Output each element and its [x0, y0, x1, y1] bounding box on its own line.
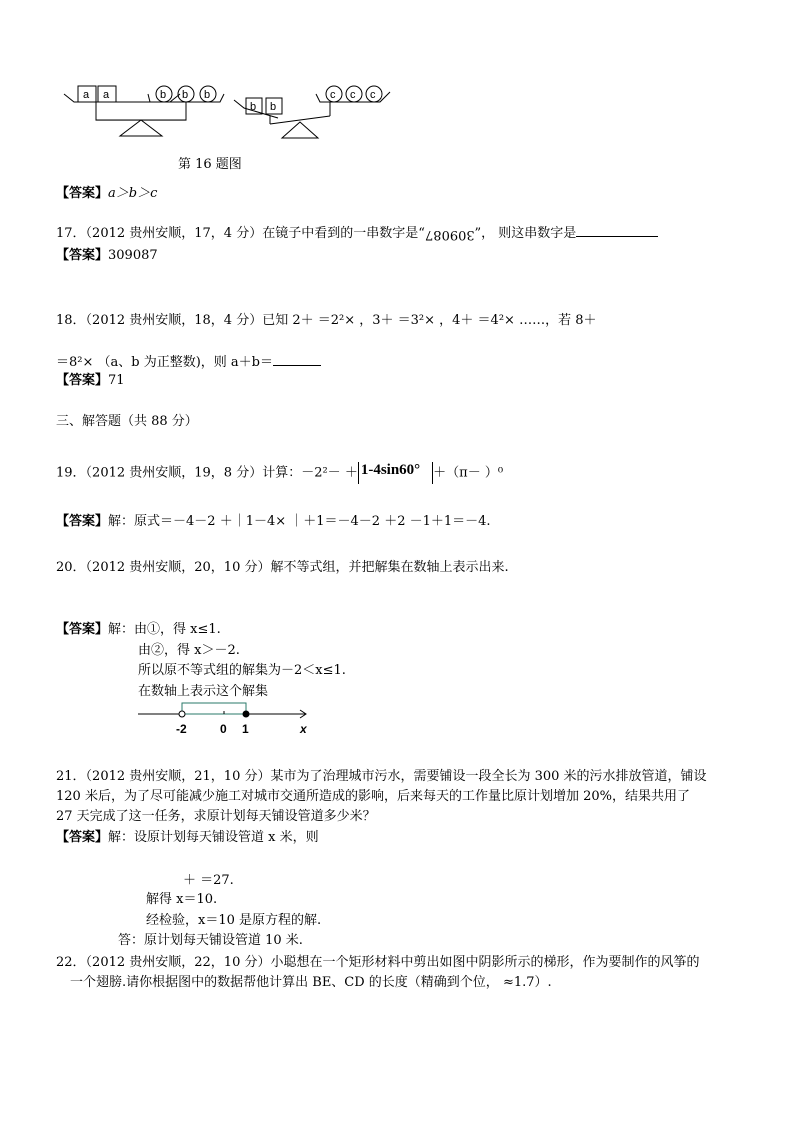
- answer-tag: 【答案】: [56, 622, 109, 637]
- q17-text: 17．（2012 贵州安顺，17，4 分）在镜子中看到的一串数字是: [56, 226, 419, 241]
- q20-answer-line1: 解：由①，得 x≤1.: [108, 622, 221, 637]
- circle-c-2-label: c: [350, 89, 356, 101]
- label-0: 0: [220, 722, 227, 736]
- q17-mirrored: 309087: [424, 227, 475, 242]
- label-x: x: [300, 722, 307, 736]
- q16-answer: [56, 186, 157, 202]
- q16-answer-value: a＞b＞c: [108, 186, 158, 201]
- q19-text2: ＋（π－ ）⁰: [433, 465, 504, 481]
- q17-answer: [56, 248, 158, 264]
- q21-answer: [56, 830, 319, 846]
- q20-question: 20．（2012 贵州安顺，20，10 分）解不等式组，并把解集在数轴上表示出来.: [56, 560, 509, 575]
- box-b-1-label: b: [250, 101, 257, 113]
- answer-tag: 【答案】: [56, 373, 109, 388]
- q19-answer-value: 解：原式＝－4－2 ＋｜1－4× ｜＋1＝－4－2 ＋2 －1＋1＝－4.: [108, 514, 491, 529]
- q18-answer: [56, 373, 125, 389]
- q21-equation: ＋ ＝27.: [183, 873, 234, 888]
- open-point--2: [179, 711, 185, 717]
- q22-line1: 22．（2012 贵州安顺，22，10 分）小聪想在一个矩形材料中剪出如图中阴影所示的梯形，作为要制作的风筝的: [56, 955, 700, 970]
- q19-text: 19．（2012 贵州安顺，19，8 分）计算：－2²－ ＋: [56, 465, 358, 481]
- q17-text2: 则这串数字是: [498, 226, 577, 241]
- q19-expr: 1-4sin60°: [360, 462, 421, 478]
- q20-answer: [56, 622, 221, 638]
- circle-b-2-label: b: [182, 89, 189, 101]
- answer-tag: 【答案】: [56, 186, 109, 201]
- q19-answer: [56, 514, 491, 530]
- q19-question: [56, 462, 503, 484]
- answer-tag: 【答案】: [56, 248, 109, 263]
- q18-line1: 18．（2012 贵州安顺，18，4 分）已知 2＋ ＝2²× ，3＋ ＝3²× ，4＋ ＝4²× ……，若 8＋: [56, 313, 597, 328]
- q17-question: 17．（2012 贵州安顺，17，4 分）在镜子中看到的一串数字是“309087”， 则这串数字是: [56, 224, 658, 242]
- balance-figure: [60, 78, 400, 148]
- number-line: [136, 700, 326, 740]
- q18-blank: [273, 353, 321, 366]
- q21-answer-line2: 解得 x＝10.: [146, 892, 218, 907]
- circle-c-1-label: c: [330, 89, 336, 101]
- answer-tag: 【答案】: [56, 830, 109, 845]
- q21-answer-line3: 经检验，x＝10 是原方程的解.: [146, 913, 322, 928]
- box-a-2-label: a: [103, 89, 110, 101]
- q18-answer-value: 71: [108, 373, 125, 388]
- q21-answer-line1: 解：设原计划每天铺设管道 x 米，则: [108, 830, 319, 845]
- q20-answer-line2: 由②，得 x＞－2.: [138, 643, 240, 658]
- q17-blank: [576, 224, 658, 237]
- label-1: 1: [242, 722, 249, 736]
- closed-point-1: [243, 711, 249, 717]
- right-balance: [234, 86, 390, 138]
- circle-b-3-label: b: [204, 89, 211, 101]
- figure16-caption: 第 16 题图: [178, 157, 242, 172]
- q21-line2: 120 米后，为了尽可能减少施工对城市交通所造成的影响，后来每天的工作量比原计划增加 20%，结果共用了: [56, 789, 690, 804]
- q17-answer-value: 309087: [108, 248, 158, 263]
- label-neg2: -2: [176, 722, 187, 736]
- circle-b-1-label: b: [160, 89, 167, 101]
- circle-c-3-label: c: [370, 89, 376, 101]
- q22-line2: 一个翅膀.请你根据图中的数据帮他计算出 BE、CD 的长度（精确到个位， ≈1.7）.: [70, 975, 552, 990]
- q20-answer-line4: 在数轴上表示这个解集: [138, 684, 269, 699]
- box-a-1-label: a: [83, 89, 90, 101]
- q19-abs-bars: [358, 462, 433, 484]
- q20-answer-line3: 所以原不等式组的解集为－2＜x≤1.: [138, 663, 346, 678]
- q21-answer-line4: 答：原计划每天铺设管道 10 米.: [118, 933, 303, 948]
- q21-line1: 21．（2012 贵州安顺，21，10 分）某市为了治理城市污水，需要铺设一段全长为 300 米的污水排放管道，铺设: [56, 769, 707, 784]
- answer-tag: 【答案】: [56, 514, 109, 529]
- box-b-2-label: b: [270, 101, 277, 113]
- section-title: 三、解答题（共 88 分）: [56, 414, 198, 429]
- q18-line2-text: ＝8²× （a、b 为正整数)，则 a＋b＝: [56, 355, 273, 370]
- q21-line3: 27 天完成了这一任务，求原计划每天铺设管道多少米？: [56, 809, 376, 824]
- q18-line2: [56, 353, 321, 371]
